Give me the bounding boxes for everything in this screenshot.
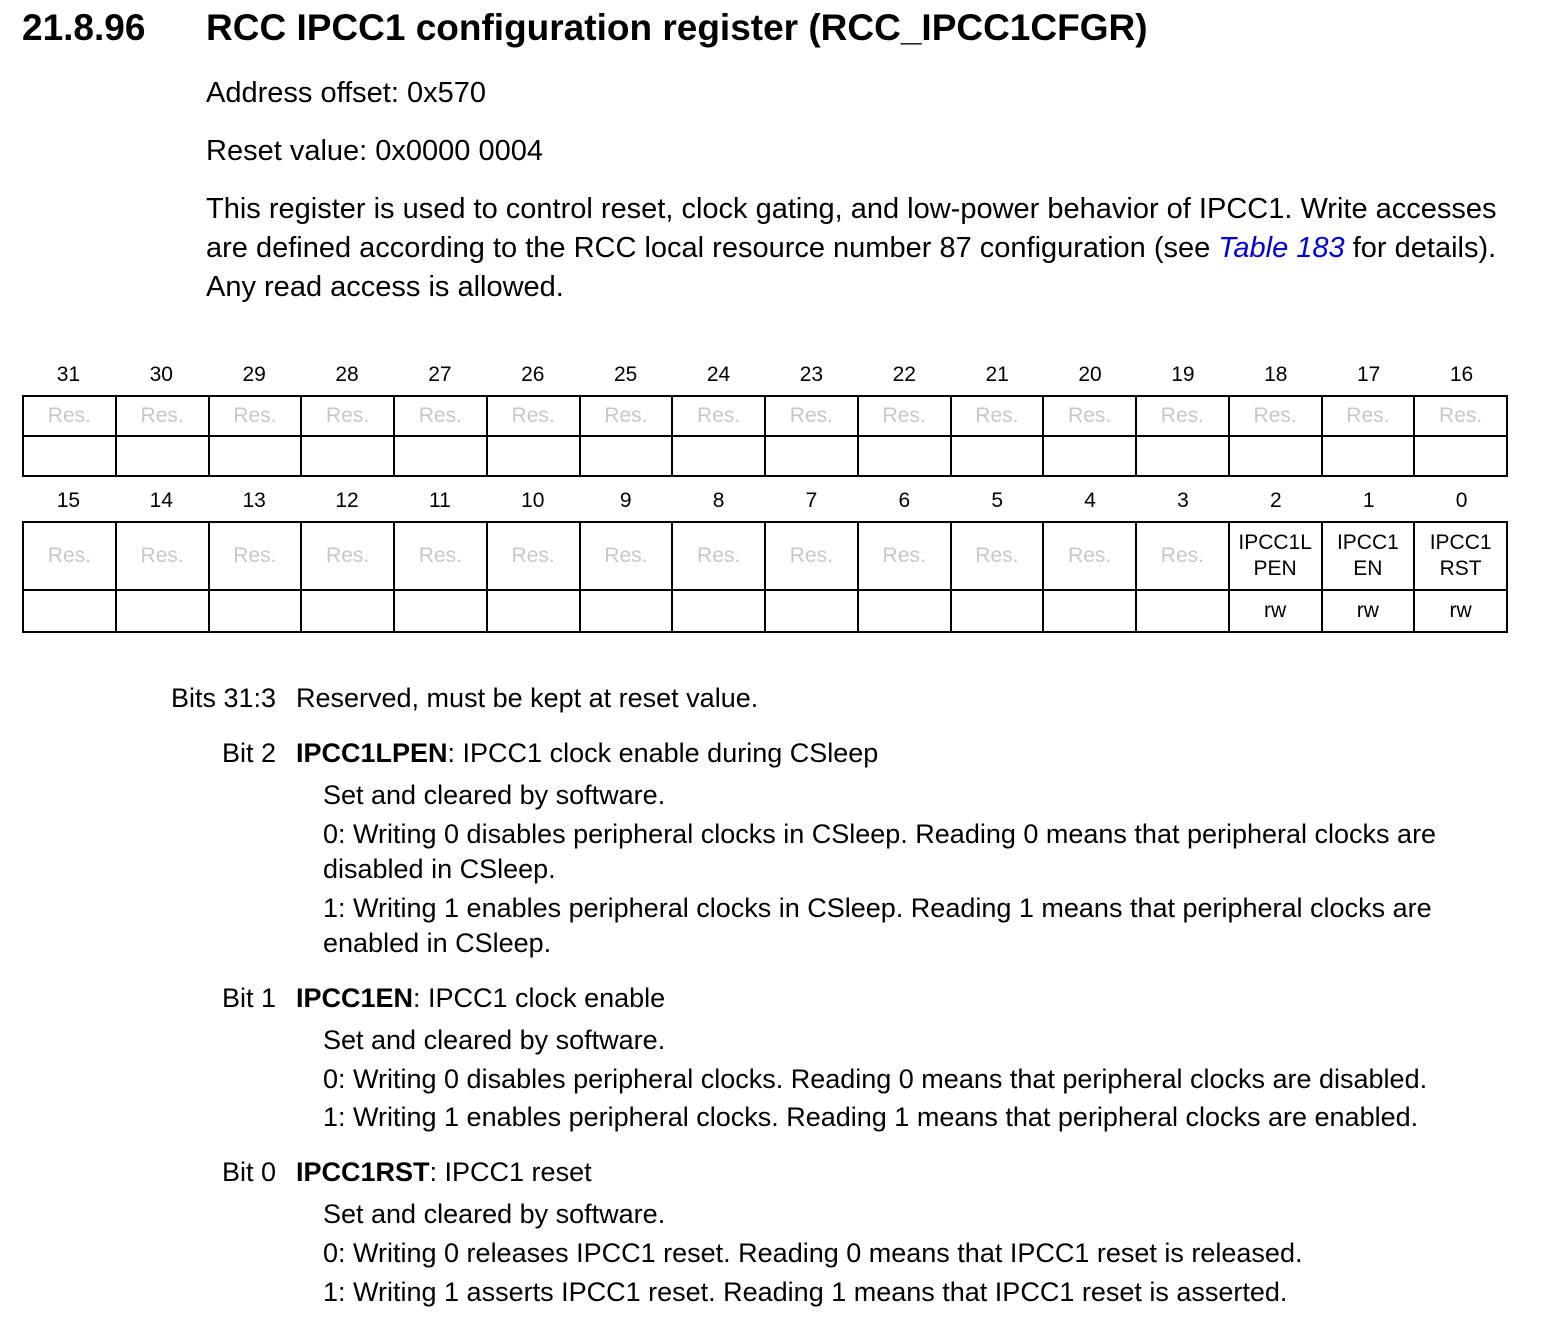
reserved-field: Res. <box>766 523 857 591</box>
bit-cell <box>1137 523 1230 633</box>
bit-2-heading <box>296 736 878 771</box>
bit-number: 3 <box>1177 489 1189 512</box>
bit-number: 16 <box>1449 363 1474 386</box>
bit-1-name: IPCC1EN <box>296 983 414 1013</box>
bit-1-heading <box>296 981 665 1016</box>
bit-0-name: IPCC1RST <box>296 1157 430 1187</box>
bit-cell <box>488 397 581 477</box>
access-type <box>210 437 301 477</box>
access-type <box>488 437 579 477</box>
access-type <box>1137 437 1228 477</box>
access-type <box>24 591 115 633</box>
bit-number: 11 <box>429 489 451 512</box>
bit-number: 12 <box>335 489 359 512</box>
reset-value: Reset value: 0x0000 0004 <box>206 135 543 167</box>
reserved-field: Res. <box>581 523 672 591</box>
bits-31-3-text: Reserved, must be kept at reset value. <box>296 683 759 713</box>
bit-cell <box>766 397 859 477</box>
bit-2-summary: : IPCC1 clock enable during CSleep <box>447 738 879 768</box>
bit-cell <box>1415 523 1508 633</box>
access-type <box>117 437 208 477</box>
reserved-field: Res. <box>673 397 764 437</box>
access-type <box>859 591 950 633</box>
bit-number-row <box>22 355 1508 395</box>
access-type <box>1323 437 1414 477</box>
bit-0-heading <box>296 1155 592 1190</box>
bit-cell <box>302 523 395 633</box>
bit-2-name: IPCC1LPEN <box>296 738 448 768</box>
bit-number: 5 <box>991 489 1004 512</box>
bit-1-summary: : IPCC1 clock enable <box>413 983 666 1013</box>
bit-number: 28 <box>335 363 359 386</box>
access-type <box>1044 437 1135 477</box>
access-type <box>395 437 486 477</box>
bit-number-row <box>22 481 1508 521</box>
bit-cell <box>24 523 117 633</box>
reserved-field: Res. <box>859 397 950 437</box>
reserved-field: Res. <box>673 523 764 591</box>
bit-cell <box>673 397 766 477</box>
table-183-link[interactable]: Table 183 <box>1218 232 1345 264</box>
bit-0-line2: 0: Writing 0 releases IPCC1 reset. Reading 0 means that IPCC1 reset is released. <box>323 1238 1303 1268</box>
access-type <box>581 591 672 633</box>
bit-cell <box>210 523 303 633</box>
bit-0-summary: : IPCC1 reset <box>429 1157 592 1187</box>
bit-number: 1 <box>1362 489 1375 512</box>
bit-cell <box>1230 397 1323 477</box>
bit-cell <box>210 397 303 477</box>
access-type <box>1137 591 1228 633</box>
bit-cell <box>395 397 488 477</box>
bit-number: 18 <box>1264 363 1288 386</box>
bit-cell <box>488 523 581 633</box>
reserved-field: Res. <box>581 397 672 437</box>
bit-number: 7 <box>805 489 818 512</box>
access-type: rw <box>1415 591 1506 633</box>
description-text: This register is used to control reset, clock gating, and low-power behavior of IPCC1. Write accesses are defined according to the RCC local resource number 87 configuration (see <box>206 193 1497 264</box>
field-name: IPCC1 EN <box>1323 523 1414 591</box>
access-type <box>1230 437 1321 477</box>
bit-cell <box>117 397 210 477</box>
bit-cell <box>581 397 674 477</box>
bit-number: 15 <box>56 489 81 512</box>
bit-cell <box>859 523 952 633</box>
reserved-field: Res. <box>952 397 1043 437</box>
bit-2-label: Bit 2 <box>221 738 276 768</box>
bit-number: 2 <box>1269 489 1282 512</box>
bit-cell <box>395 523 488 633</box>
address-offset: Address offset: 0x570 <box>206 77 486 109</box>
bit-number: 26 <box>521 363 545 386</box>
access-type: rw <box>1230 591 1321 633</box>
bit-1-label: Bit 1 <box>221 983 276 1013</box>
bit-number: 30 <box>149 363 173 386</box>
bit-cell <box>581 523 674 633</box>
access-type <box>766 437 857 477</box>
bit-cell <box>859 397 952 477</box>
bit-number: 8 <box>712 489 725 512</box>
bit-0-line3: 1: Writing 1 asserts IPCC1 reset. Reading 1 means that IPCC1 reset is asserted. <box>323 1277 1288 1307</box>
bit-number: 21 <box>985 363 1009 386</box>
reserved-field: Res. <box>395 523 486 591</box>
bit-cell <box>673 523 766 633</box>
reserved-field: Res. <box>24 523 115 591</box>
bit-number: 29 <box>242 363 266 386</box>
bit-number: 9 <box>619 489 632 512</box>
reserved-field: Res. <box>488 523 579 591</box>
bit-number: 19 <box>1171 363 1195 386</box>
reserved-field: Res. <box>1044 397 1135 437</box>
section-number: 21.8.96 <box>22 7 146 48</box>
bit-cell <box>1323 397 1416 477</box>
access-type <box>210 591 301 633</box>
bit-cell <box>952 397 1045 477</box>
bit-number: 6 <box>898 489 911 512</box>
bit-1-line2: 0: Writing 0 disables peripheral clocks. Reading 0 means that peripheral clocks are disabled. <box>323 1064 1428 1094</box>
reserved-field: Res. <box>1044 523 1135 591</box>
bit-1-line3: 1: Writing 1 enables peripheral clocks. Reading 1 means that peripheral clocks are enabled. <box>323 1102 1419 1132</box>
bit-cell <box>1415 397 1508 477</box>
access-type <box>395 591 486 633</box>
field-name: IPCC1 RST <box>1415 523 1506 591</box>
access-type <box>952 437 1043 477</box>
bit-cell <box>1230 523 1323 633</box>
reserved-field: Res. <box>859 523 950 591</box>
access-type <box>952 591 1043 633</box>
bit-0-line1: Set and cleared by software. <box>323 1199 666 1229</box>
reserved-field: Res. <box>1323 397 1414 437</box>
reserved-field: Res. <box>1230 397 1321 437</box>
access-type <box>24 437 115 477</box>
bit-number: 17 <box>1357 363 1381 386</box>
reserved-field: Res. <box>395 397 486 437</box>
bit-2-line1: Set and cleared by software. <box>323 780 666 810</box>
access-type <box>859 437 950 477</box>
bit-cell <box>1044 397 1137 477</box>
bit-cell <box>1044 523 1137 633</box>
bit-number: 23 <box>799 363 824 386</box>
bit-number: 13 <box>242 489 266 512</box>
bit-number: 4 <box>1084 489 1096 512</box>
field-cells <box>22 395 1508 477</box>
bit-cell <box>302 397 395 477</box>
reserved-field: Res. <box>1137 397 1228 437</box>
bit-2-line3: 1: Writing 1 enables peripheral clocks in CSleep. Reading 1 means that peripheral clocks are enabled in CSleep. <box>323 893 1432 958</box>
bit-0-label: Bit 0 <box>221 1157 276 1187</box>
bit-number: 14 <box>149 489 173 512</box>
bit-cell <box>1137 397 1230 477</box>
field-name: IPCC1L PEN <box>1230 523 1321 591</box>
access-type <box>302 591 393 633</box>
access-type <box>302 437 393 477</box>
reserved-field: Res. <box>952 523 1043 591</box>
bit-cell <box>1323 523 1416 633</box>
reserved-field: Res. <box>302 397 393 437</box>
reserved-field: Res. <box>24 397 115 437</box>
reserved-field: Res. <box>117 397 208 437</box>
access-type: rw <box>1323 591 1414 633</box>
bit-1-line1: Set and cleared by software. <box>323 1025 666 1055</box>
register-map-low <box>22 481 1508 633</box>
reserved-field: Res. <box>210 523 301 591</box>
reserved-field: Res. <box>302 523 393 591</box>
bits-31-3-label: Bits 31:3 <box>170 683 276 713</box>
bit-cell <box>117 523 210 633</box>
bit-number: 20 <box>1078 363 1102 386</box>
access-type <box>766 591 857 633</box>
bit-number: 0 <box>1455 489 1468 512</box>
bit-cell <box>766 523 859 633</box>
bit-2-line2: 0: Writing 0 disables peripheral clocks in CSleep. Reading 0 means that peripheral clocks are disabled in CSleep. <box>323 819 1437 884</box>
bit-cell <box>952 523 1045 633</box>
access-type <box>488 591 579 633</box>
reserved-field: Res. <box>766 397 857 437</box>
access-type <box>1044 591 1135 633</box>
bit-number: 24 <box>706 363 731 386</box>
access-type <box>117 591 208 633</box>
reserved-field: Res. <box>210 397 301 437</box>
access-type <box>673 591 764 633</box>
reserved-field: Res. <box>117 523 208 591</box>
access-type <box>581 437 672 477</box>
reserved-field: Res. <box>1137 523 1228 591</box>
bit-number: 31 <box>56 363 81 386</box>
bit-number: 27 <box>428 363 452 386</box>
bit-number: 10 <box>521 489 545 512</box>
access-type <box>673 437 764 477</box>
bit-cell <box>24 397 117 477</box>
bit-number: 25 <box>614 363 638 386</box>
register-map-high <box>22 355 1508 477</box>
section-title: RCC IPCC1 configuration register (RCC_IPCC1CFGR) <box>206 7 1148 48</box>
field-cells <box>22 521 1508 633</box>
register-description <box>206 190 1536 307</box>
reserved-field: Res. <box>1415 397 1506 437</box>
access-type <box>1415 437 1506 477</box>
reserved-field: Res. <box>488 397 579 437</box>
bit-number: 22 <box>892 363 916 386</box>
description-text-end: for details). Any read access is allowed. <box>206 232 1497 303</box>
